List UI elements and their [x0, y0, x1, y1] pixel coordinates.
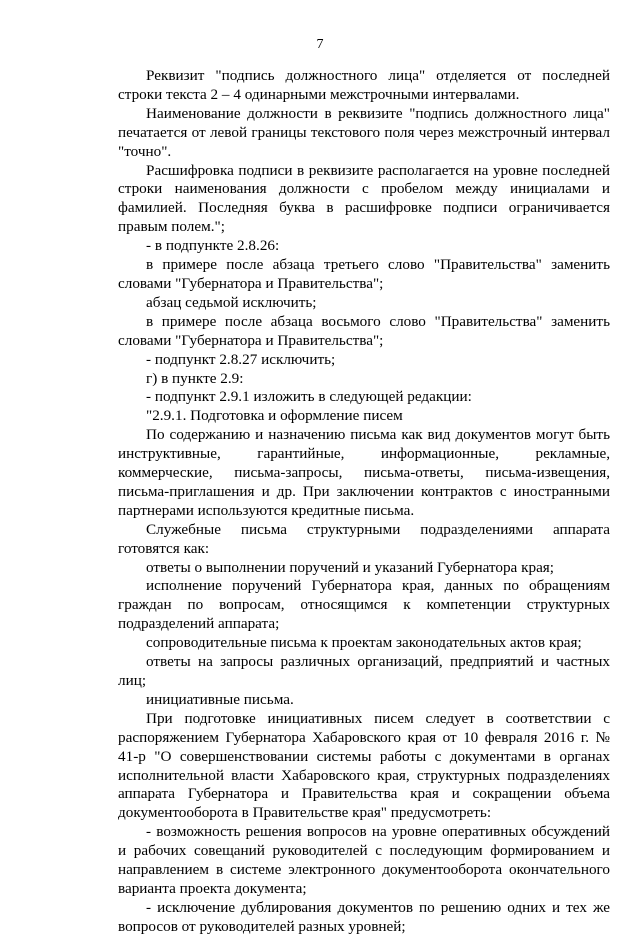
- paragraph: в примере после абзаца третьего слово "Правительства" заменить словами "Губернатора и Правительства";: [118, 256, 610, 292]
- paragraph: Расшифровка подписи в реквизите располагается на уровне последней строки наименования должности с пробелом между инициалами и фамилией. Последняя буква в расшифровке подписи ограничивается правым полем.";: [118, 161, 610, 236]
- section-heading: "2.9.1. Подготовка и оформление писем: [146, 407, 403, 425]
- paragraph: в примере после абзаца восьмого слово "Правительства" заменить словами "Губернатора и Правительства";: [118, 312, 610, 349]
- list-item: сопроводительные письма к проектам законодательных актов края;: [146, 634, 582, 652]
- paragraph: абзац седьмой исключить;: [146, 293, 317, 311]
- page-number: 7: [316, 37, 324, 52]
- paragraph: - в подпункте 2.8.26:: [146, 237, 280, 255]
- paragraph: Реквизит "подпись должностного лица" отделяется от последней строки текста 2 – 4 одинарными межстрочными интервалами.: [118, 67, 610, 103]
- paragraph: - подпункт 2.9.1 изложить в следующей редакции:: [146, 388, 472, 406]
- paragraph: - подпункт 2.8.27 исключить;: [146, 350, 336, 368]
- paragraph: г) в пункте 2.9:: [146, 369, 244, 387]
- paragraph: Служебные письма структурными подразделениями аппарата готовятся как:: [118, 520, 610, 557]
- list-item: - исключение дублирования документов по решению одних и тех же вопросов от руководителей разных уровней;: [118, 898, 610, 935]
- list-item: - возможность решения вопросов на уровне оперативных обсуждений и рабочих совещаний руководителей с последующим формированием и направлением в системе электронного документооборота окончательного варианта проекта документа;: [118, 823, 610, 897]
- paragraph: При подготовке инициативных писем следует в соответствии с распоряжением Губернатора Хабаровского края от 10 февраля 2016 г. № 41-р "О совершенствовании системы работы с документами в органах исполнительной власти Хабаровского края, структурных подразделениях аппарата Губернатора и Правительства края и сокращении объема документооборота в Правительстве края" предусмотреть:: [118, 709, 610, 822]
- list-item: ответы на запросы различных организаций, предприятий и частных лиц;: [118, 653, 610, 689]
- paragraph: По содержанию и назначению письма как вид документов могут быть инструктивные, гарантийные, информационные, рекламные, коммерческие, письма-запросы, письма-ответы, письма-извещения, письма-приглашения и др. При заключении контрактов с иностранными партнерами используются кредитные письма.: [118, 426, 610, 519]
- paragraph: Наименование должности в реквизите "подпись должностного лица" печатается от левой границы текстового поля через межстрочный интервал "точно".: [118, 104, 610, 160]
- list-item: ответы о выполнении поручений и указаний Губернатора края;: [146, 558, 555, 576]
- list-item: исполнение поручений Губернатора края, данных по обращениям граждан по вопросам, относящимся к компетенции структурных подразделений аппарата;: [118, 577, 610, 633]
- document-body: [118, 67, 610, 937]
- list-item: инициативные письма.: [146, 690, 294, 708]
